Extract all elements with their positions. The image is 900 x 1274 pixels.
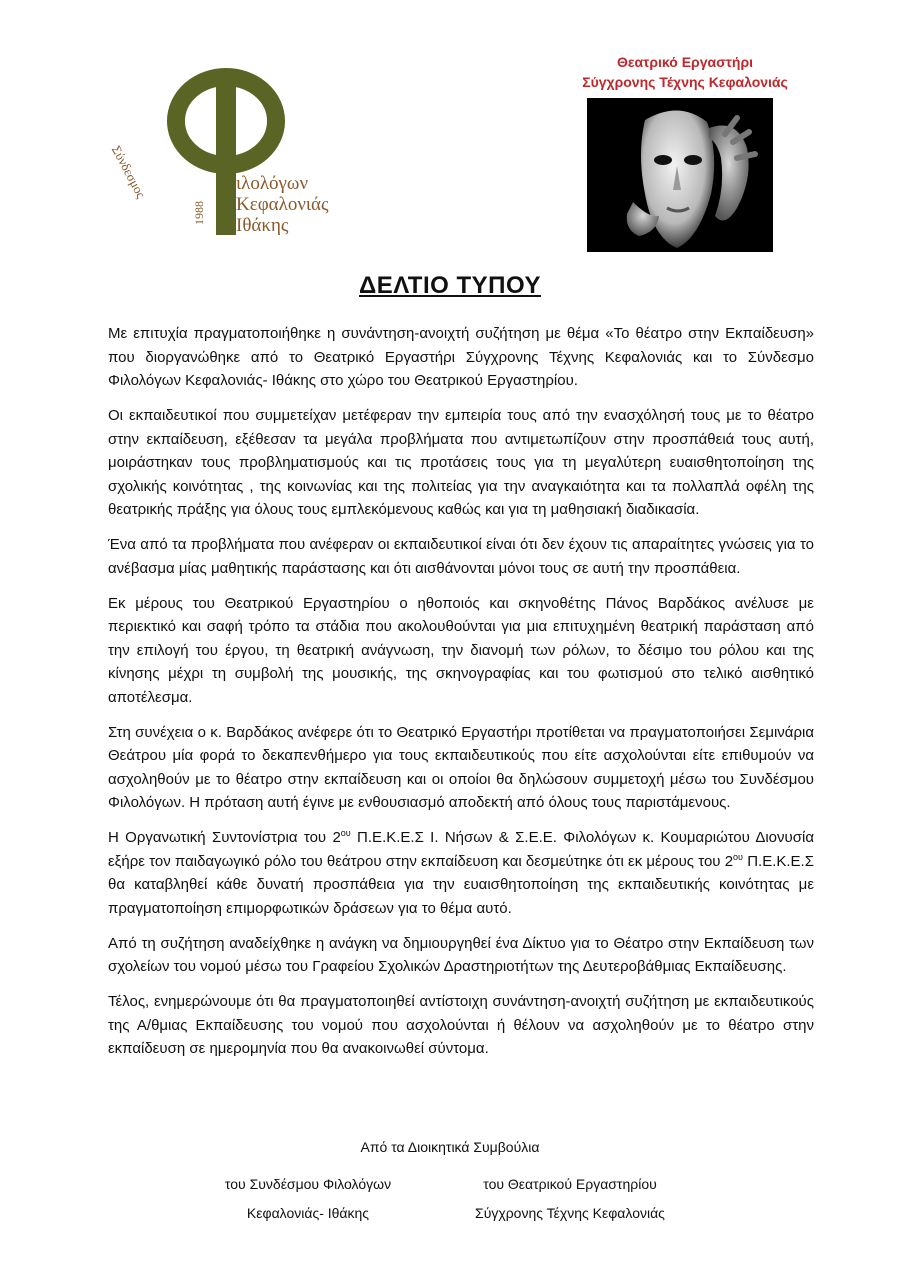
logo-line-3: Ιθάκης — [236, 215, 289, 236]
paragraph-8: Τέλος, ενημερώνουμε ότι θα πραγματοποιηθεί αντίστοιχη συνάντηση-ανοιχτή συζήτηση με εκπαιδευτικούς της Α/θμιας Εκπαίδευσης του νομού που ασχολούνται ή θέλουν να ασχοληθούν με το θέατρο στην εκπαίδευση σε ημερομηνία που θα ανακοινωθεί σύντομα. — [108, 993, 814, 1057]
theatre-workshop-logo — [565, 52, 805, 92]
association-logo — [108, 55, 350, 250]
paragraph-7: Από τη συζήτηση αναδείχθηκε η ανάγκη να δημιουργηθεί ένα Δίκτυο για το Θέατρο στην Εκπαίδευση των σχολείων του νομού μέσω του Γραφείου Σχολικών Δραστηριοτήτων της Δευτεροβάθμιας Εκπαίδευσης. — [108, 934, 814, 975]
p6-part-c: Π.Ε.Κ.Ε.Σ θα καταβληθεί κάθε δυνατή προσπάθεια για την ευαισθητοποίηση της εκπαιδευτικής κοινότητας με πραγματοποίηση επιμορφωτικών δράσεων για το θέμα αυτό. — [108, 852, 814, 917]
paragraph-1: Με επιτυχία πραγματοποιήθηκε η συνάντηση-ανοιχτή συζήτηση με θέμα «Το θέατρο στην Εκπαίδευση» που διοργανώθηκε από το Θεατρικό Εργαστήρι Σύγχρονης Τέχνης Κεφαλονιάς και το Σύνδεσμο Φιλολόγων Κεφαλονιάς- Ιθάκης στο χώρο του Θεατρικού Εργαστηρίου. — [108, 325, 814, 389]
paragraph-4: Εκ μέρους του Θεατρικού Εργαστηρίου ο ηθοποιός και σκηνοθέτης Πάνος Βαρδάκος ανέλυσε με περιεκτικό και σαφή τρόπο τα στάδια που ακολουθούνται για μια επιτυχημένη θεατρική παράσταση από την επιλογή του έργου, τη θεατρική ανάγνωση, την διανομή των ρόλων, το δέσιμο του ρόλου και της κίνησης μέχρι τη συμβολή της μουσικής, της σκηνογραφίας και του φωτισμού στο τελικό αισθητικό αποτέλεσμα. — [108, 594, 814, 706]
signature-left-line-2: Κεφαλονιάς- Ιθάκης — [246, 1205, 370, 1221]
p6-superscript-1: ου — [340, 828, 351, 838]
p6-part-b: Π.Ε.Κ.Ε.Σ Ι. Νήσων & Σ.Ε.Ε. Φιλολόγων κ. Κουμαριώτου Διονυσία εξήρε τον παιδαγωγικό ρόλο του θεάτρου στην εκπαίδευση και δεσμεύτηκε ότι εκ μέρους του 2 — [108, 829, 814, 870]
paragraph-2: Οι εκπαιδευτικοί που συμμετείχαν μετέφεραν την εμπειρία τους από την ενασχόλησή τους με το θέατρο στην εκπαίδευση, εξέθεσαν τα μεγάλα προβλήματα που αντιμετωπίζουν στην προσπάθειά τους αυτή, μοιράστηκαν τους προβληματισμούς και τις προτάσεις τους για τη μεγαλύτερη ευαισθητοποίηση της σχολικής κοινότητας , της κοινωνίας και της πολιτείας για την αναγκαιότητα και τα πολλαπλά οφέλη της θεατρικής πράξης για όλους τους εμπλεκόμενους καθώς και για τη μαθησιακή διαδικασία. — [108, 407, 814, 518]
p6-part-a: Η Οργανωτική Συντονίστρια του 2 — [108, 829, 341, 846]
signature-right — [450, 1170, 690, 1228]
theatre-title-line-1: Θεατρικό Εργαστήρι — [616, 54, 754, 70]
paragraph-5: Στη συνέχεια ο κ. Βαρδάκος ανέφερε ότι το Θεατρικό Εργαστήρι προτίθεται να πραγματοποιήσει Σεμινάρια Θεάτρου μία φορά το δεκαπενθήμερο για τους εκπαιδευτικούς που είτε ασχολούνται είτε επιθυμούν να ασχοληθούν με το θέατρο στην εκπαίδευση και οι οποίοι θα δηλώσουν συμμετοχή μέσω του Συνδέσμου Φιλολόγων. Η πρόταση αυτή έγινε με ενθουσιασμό αποδεκτή από όλους τους παριστάμενους. — [108, 723, 814, 811]
p6-superscript-2: ου — [733, 851, 743, 862]
paragraph-3: Ένα από τα προβλήματα που ανέφεραν οι εκπαιδευτικοί είναι ότι δεν έχουν τις απαραίτητες γνώσεις για το ανέβασμα μίας μαθητικής παράστασης και ότι αισθάνονται μόνοι τους σε αυτή την προσπάθεια. — [108, 536, 814, 577]
logo-line-2: Κεφαλονιάς — [236, 194, 329, 215]
signature-heading: Από τα Διοικητικά Συμβούλια — [360, 1139, 540, 1155]
logo-line-1: ιλολόγων — [236, 173, 309, 194]
press-release-body — [108, 322, 814, 1072]
theatre-mask-icon — [587, 98, 773, 252]
paragraph-6 — [108, 826, 814, 920]
signature-right-line-2: Σύγχρονης Τέχνης Κεφαλονιάς — [475, 1205, 665, 1221]
document-title: ΔΕΛΤΙΟ ΤΥΠΟΥ — [359, 272, 541, 299]
logo-side-text: Σύνδεσμος — [108, 143, 149, 201]
theatre-mask-photo — [587, 98, 773, 252]
logo-year: 1988 — [192, 201, 206, 225]
signature-right-line-1: του Θεατρικού Εργαστηρίου — [483, 1176, 657, 1192]
signature-left — [198, 1170, 418, 1228]
theatre-title-line-2: Σύγχρονης Τέχνης Κεφαλονιάς — [582, 74, 788, 90]
signature-left-line-1: του Συνδέσμου Φιλολόγων — [224, 1176, 392, 1192]
